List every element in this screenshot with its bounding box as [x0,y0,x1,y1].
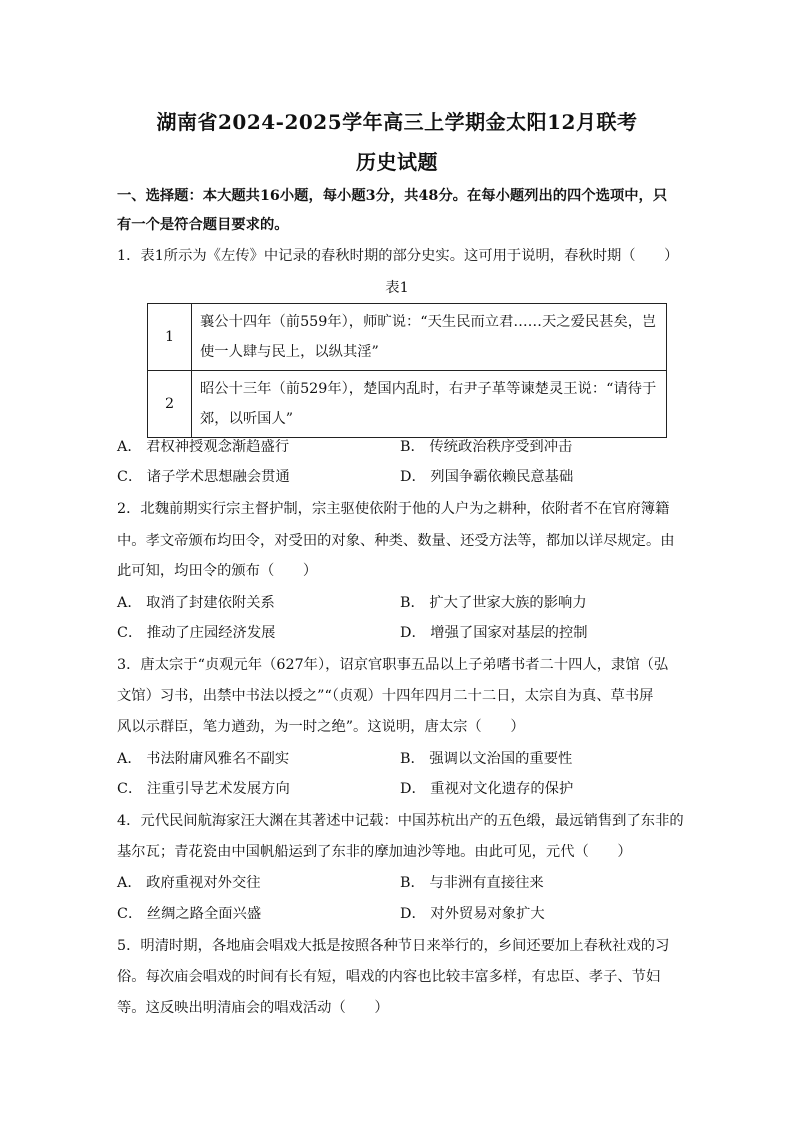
q4-option-c: C． 丝绸之路全面兴盛 [117,906,262,922]
exam-title: 湖南省2024-2025学年高三上学期金太阳12月联考 [156,110,638,134]
q4-option-d: D． 对外贸易对象扩大 [400,906,545,922]
q3-option-d: D． 重视对文化遗存的保护 [400,781,574,797]
q3-stem-line2: 文馆）习书，出禁中书法以授之”“（贞观）十四年四月二十二日，太宗自为真、草书屏 [117,688,654,704]
q3-option-b: B． 强调以文治国的重要性 [400,751,573,767]
q4-stem-line1: 4．元代民间航海家汪大渊在其著述中记载：中国苏杭出产的五色缎，最远销售到了东非的 [117,813,684,829]
q1-option-b: B． 传统政治秩序受到冲击 [400,439,573,455]
q3-option-a: A． 书法附庸风雅名不副实 [117,751,290,767]
q3-option-c: C． 注重引导艺术发展方向 [117,781,290,797]
q1-table [147,303,667,438]
q1-table-caption: 表1 [385,280,409,296]
q2-option-b: B． 扩大了世家大族的影响力 [400,595,587,611]
q4-stem-line2: 基尔瓦；青花瓷由中国帆船运到了东非的摩加迪沙等地。由此可见，元代（ ） [117,844,632,860]
q1-option-c: C． 诸子学术思想融会贯通 [117,469,290,485]
table-cell-num: 1 [148,304,192,371]
table-text-line: 昭公十三年（前529年），楚国内乱时，右尹子革等谏楚灵王说：“请待于 [200,381,657,397]
q2-stem-line3: 此可知，均田令的颁布（ ） [117,563,318,579]
q2-option-d: D． 增强了国家对基层的控制 [400,625,588,641]
q1-option-d: D． 列国争霸依赖民意基础 [400,469,574,485]
q4-option-b: B． 与非洲有直接往来 [400,875,544,891]
table-text-line: 襄公十四年（前559年），师旷说：“天生民而立君……天之爱民甚矣，岂 [200,314,657,330]
section-instruction-line1: 一、选择题：本大题共16小题，每小题3分，共48分。在每小题列出的四个选项中，只 [117,188,668,204]
q3-stem-line1: 3．唐太宗于“贞观元年（627年），诏京官职事五品以上子弟嗜书者二十四人，隶馆（弘 [117,657,669,673]
exam-subtitle: 历史试题 [356,150,438,174]
table-text-line: 使一人肆与民上，以纵其淫” [200,344,379,360]
q5-stem-line2: 俗。每次庙会唱戏的时间有长有短，唱戏的内容也比较丰富多样，有忠臣、孝子、节妇 [117,969,661,985]
q5-stem-line1: 5．明清时期，各地庙会唱戏大抵是按照各种节日来举行的，乡间还要加上春秋社戏的习 [117,938,670,954]
q5-stem-line3: 等。这反映出明清庙会的唱戏活动（ ） [117,1000,389,1016]
table-cell-num: 2 [148,371,192,438]
q4-option-a: A． 政府重视对外交往 [117,875,261,891]
q1-option-a: A． 君权神授观念渐趋盛行 [117,439,290,455]
table-cell-text [192,304,667,371]
q2-option-c: C． 推动了庄园经济发展 [117,625,276,641]
q2-option-a: A． 取消了封建依附关系 [117,595,275,611]
q2-stem-line1: 2．北魏前期实行宗主督护制，宗主驱使依附于他的人户为之耕种，依附者不在官府簿籍 [117,501,670,517]
table-cell-text [192,371,667,438]
q1-stem: 1．表1所示为《左传》中记录的春秋时期的部分史实。这可用于说明，春秋时期（ ） [117,248,679,264]
table-row [148,304,667,371]
q3-stem-line3: 风以示群臣，笔力遒劲，为一时之绝”。这说明，唐太宗（ ） [117,719,525,735]
table-row [148,371,667,438]
table-text-line: 郊，以听国人” [200,411,294,427]
q2-stem-line2: 中。孝文帝颁布均田令，对受田的对象、种类、数量、还受方法等，都加以详尽规定。由 [117,533,675,549]
section-instruction-line2: 有一个是符合题目要求的。 [117,217,289,233]
